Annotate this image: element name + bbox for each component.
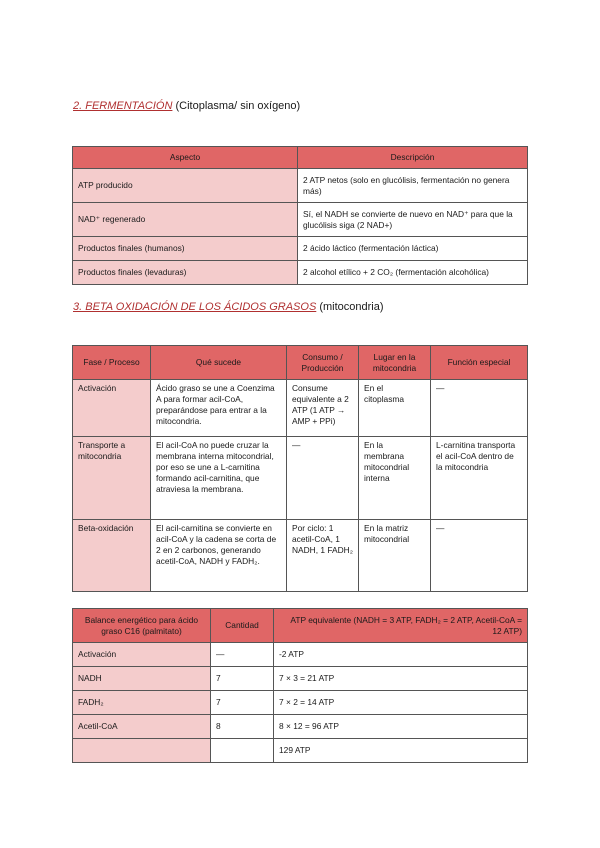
table-header-row [73, 609, 528, 643]
item-cell: Activación [73, 643, 211, 667]
total-atp-cell: 129 ATP [274, 739, 528, 763]
table-header-row [73, 147, 528, 169]
function-cell: L-carnitina transporta el acil-CoA dentro de la mitocondria [431, 437, 528, 520]
table-row [73, 169, 528, 203]
table-total-row [73, 739, 528, 763]
location-cell: En la matriz mitocondrial [359, 520, 431, 592]
row-label: ATP producido [73, 169, 298, 203]
atp-cell: 8 × 12 = 96 ATP [274, 715, 528, 739]
function-cell: — [431, 380, 528, 437]
fermentation-table [72, 146, 528, 285]
header-cell: Qué sucede [151, 346, 287, 380]
what-happens-cell: El acil-CoA no puede cruzar la membrana interna mitocondrial, por eso se une a L-carnitina formando acil-carnitina, que atraviesa la membrana. [151, 437, 287, 520]
atp-cell: 7 × 3 = 21 ATP [274, 667, 528, 691]
header-cell: Función especial [431, 346, 528, 380]
quantity-cell: 8 [211, 715, 274, 739]
section-2-heading [73, 100, 300, 112]
consumption-cell: Por ciclo: 1 acetil-CoA, 1 NADH, 1 FADH₂ [287, 520, 359, 592]
item-cell [73, 739, 211, 763]
item-cell: NADH [73, 667, 211, 691]
table-row [73, 380, 528, 437]
table-row [73, 203, 528, 237]
row-label: Productos finales (levaduras) [73, 261, 298, 285]
section-2-title: 2. FERMENTACIÓN [73, 100, 173, 112]
row-value: 2 alcohol etílico + 2 CO₂ (fermentación alcohólica) [298, 261, 528, 285]
table-row [73, 237, 528, 261]
row-value: 2 ácido láctico (fermentación láctica) [298, 237, 528, 261]
consumption-cell: Consume equivalente a 2 ATP (1 ATP → AMP + PPi) [287, 380, 359, 437]
item-cell: Acetil-CoA [73, 715, 211, 739]
function-cell: — [431, 520, 528, 592]
table-row [73, 691, 528, 715]
phase-cell: Activación [73, 380, 151, 437]
header-cell: Balance energético para ácido graso C16 (palmitato) [73, 609, 211, 643]
what-happens-cell: Ácido graso se une a Coenzima A para formar acil-CoA, preparándose para entrar a la mitocondria. [151, 380, 287, 437]
row-value: Sí, el NADH se convierte de nuevo en NAD⁺ para que la glucólisis siga (2 NAD+) [298, 203, 528, 237]
quantity-cell: — [211, 643, 274, 667]
row-value: 2 ATP netos (solo en glucólisis, fermentación no genera más) [298, 169, 528, 203]
atp-cell: -2 ATP [274, 643, 528, 667]
header-cell: Descripción [298, 147, 528, 169]
section-3-title: 3. BETA OXIDACIÓN DE LOS ÁCIDOS GRASOS [73, 301, 317, 313]
section-3-subtitle: (mitocondria) [316, 301, 384, 313]
item-cell: FADH₂ [73, 691, 211, 715]
header-cell: Aspecto [73, 147, 298, 169]
section-3-heading [73, 301, 384, 313]
phase-cell: Beta-oxidación [73, 520, 151, 592]
quantity-cell: 7 [211, 691, 274, 715]
atp-cell: 7 × 2 = 14 ATP [274, 691, 528, 715]
table-header-row [73, 346, 528, 380]
table-row [73, 261, 528, 285]
quantity-cell: 7 [211, 667, 274, 691]
energy-balance-table [72, 608, 528, 763]
table-row [73, 520, 528, 592]
header-cell: ATP equivalente (NADH = 3 ATP, FADH₂ = 2 ATP, Acetil-CoA = 12 ATP) [274, 609, 528, 643]
consumption-cell: — [287, 437, 359, 520]
header-cell: Fase / Proceso [73, 346, 151, 380]
quantity-cell [211, 739, 274, 763]
table-row [73, 643, 528, 667]
section-2-subtitle: (Citoplasma/ sin oxígeno) [172, 100, 301, 112]
table-row [73, 667, 528, 691]
header-cell: Consumo / Producción [287, 346, 359, 380]
location-cell: En el citoplasma [359, 380, 431, 437]
row-label: Productos finales (humanos) [73, 237, 298, 261]
row-label: NAD⁺ regenerado [73, 203, 298, 237]
beta-oxidation-table [72, 345, 528, 592]
header-cell: Cantidad [211, 609, 274, 643]
what-happens-cell: El acil-carnitina se convierte en acil-CoA y la cadena se corta de 2 en 2 carbonos, generando acetil-CoA, NADH y FADH₂. [151, 520, 287, 592]
header-cell: Lugar en la mitocondria [359, 346, 431, 380]
phase-cell: Transporte a mitocondria [73, 437, 151, 520]
table-row [73, 715, 528, 739]
location-cell: En la membrana mitocondrial interna [359, 437, 431, 520]
table-row [73, 437, 528, 520]
